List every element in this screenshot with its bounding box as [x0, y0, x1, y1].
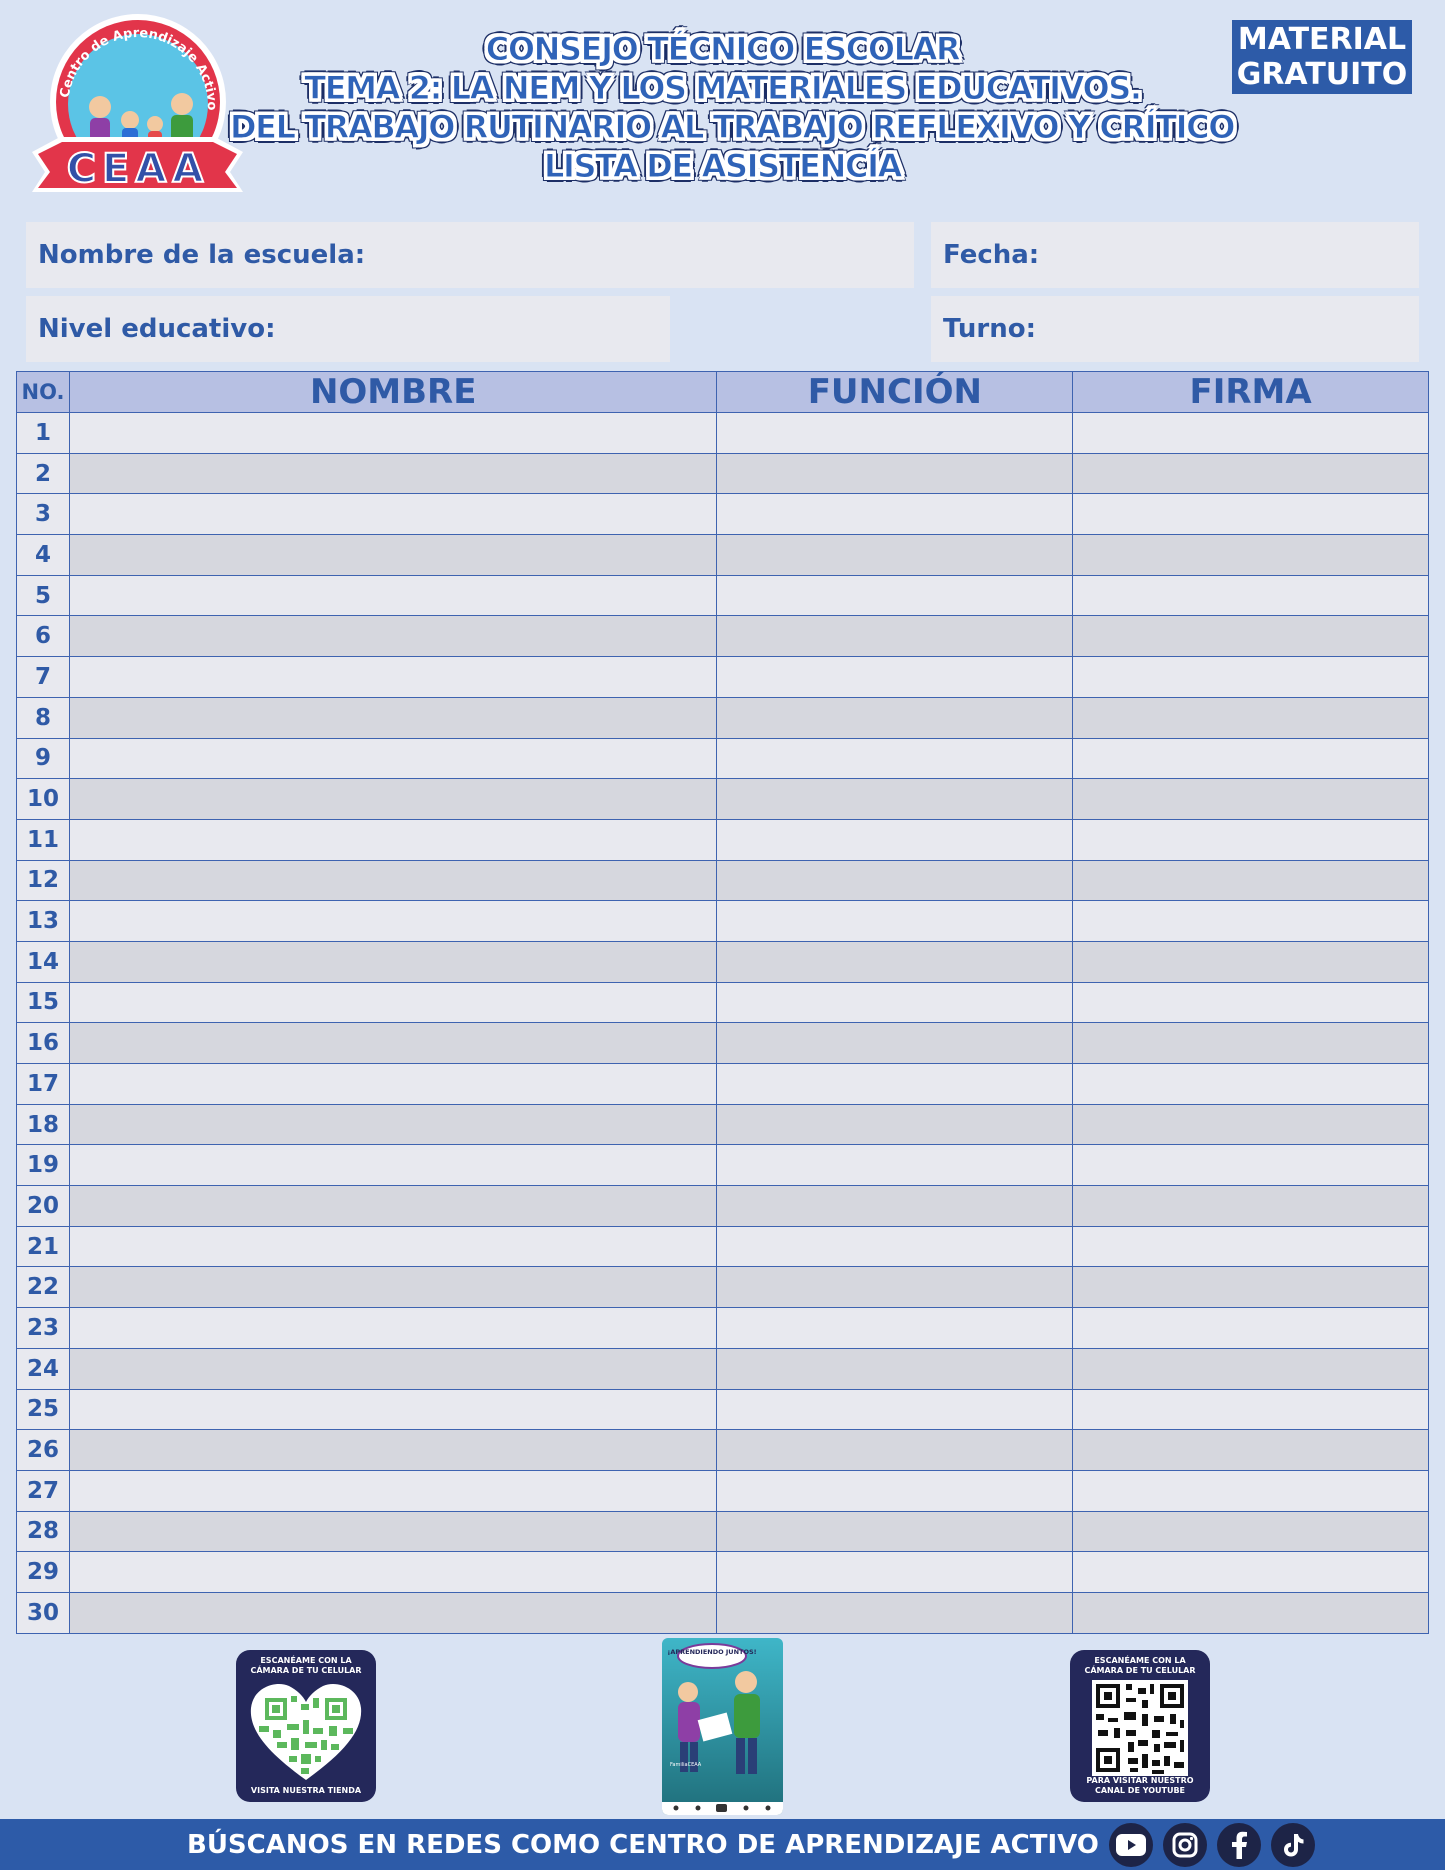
name-cell[interactable]: [69, 535, 716, 576]
table-row: [17, 1064, 1429, 1105]
school-name-label: Nombre de la escuela:: [38, 240, 366, 270]
role-cell[interactable]: [717, 1511, 1073, 1552]
ceaa-logo: [30, 12, 245, 197]
signature-cell[interactable]: [1073, 1267, 1429, 1308]
role-cell[interactable]: [717, 738, 1073, 779]
row-number: 30: [17, 1592, 70, 1633]
name-cell[interactable]: [69, 1226, 716, 1267]
table-row: [17, 616, 1429, 657]
title-line-3: DEL TRABAJO RUTINARIO AL TRABAJO REFLEXIVO Y CRÍTICO: [230, 108, 1235, 146]
role-cell[interactable]: [717, 1389, 1073, 1430]
title-line-4: LISTA DE ASISTENCÍA: [544, 147, 901, 185]
youtube-qr-card[interactable]: [1070, 1650, 1210, 1802]
table-row: [17, 575, 1429, 616]
signature-cell[interactable]: [1073, 860, 1429, 901]
education-level-field[interactable]: [26, 296, 670, 362]
row-number: 9: [17, 738, 70, 779]
role-cell[interactable]: [717, 1064, 1073, 1105]
signature-cell[interactable]: [1073, 1348, 1429, 1389]
table-row: [17, 1104, 1429, 1145]
role-cell[interactable]: [717, 697, 1073, 738]
table-row: [17, 860, 1429, 901]
name-cell[interactable]: [69, 1267, 716, 1308]
name-cell[interactable]: [69, 575, 716, 616]
tiktok-icon[interactable]: [1271, 1823, 1315, 1867]
row-number: 2: [17, 453, 70, 494]
signature-cell[interactable]: [1073, 982, 1429, 1023]
role-cell[interactable]: [717, 1552, 1073, 1593]
table-row: [17, 1511, 1429, 1552]
signature-cell[interactable]: [1073, 494, 1429, 535]
phone-screen-icon: [662, 1638, 783, 1815]
education-level-label: Nivel educativo:: [38, 314, 276, 344]
signature-cell[interactable]: [1073, 1186, 1429, 1227]
row-number: 13: [17, 901, 70, 942]
row-number: 15: [17, 982, 70, 1023]
role-cell[interactable]: [717, 779, 1073, 820]
phone-handle-text: FamiliaCEAA: [670, 1762, 702, 1768]
table-row: [17, 1267, 1429, 1308]
signature-cell[interactable]: [1073, 1023, 1429, 1064]
role-cell[interactable]: [717, 1145, 1073, 1186]
signature-cell[interactable]: [1073, 1389, 1429, 1430]
table-row: [17, 535, 1429, 576]
role-cell[interactable]: [717, 901, 1073, 942]
role-cell[interactable]: [717, 1023, 1073, 1064]
qr-code-icon: [1092, 1680, 1188, 1776]
row-number: 18: [17, 1104, 70, 1145]
signature-cell[interactable]: [1073, 657, 1429, 698]
role-cell[interactable]: [717, 860, 1073, 901]
signature-cell[interactable]: [1073, 1145, 1429, 1186]
row-number: 16: [17, 1023, 70, 1064]
shift-field[interactable]: [931, 296, 1419, 362]
row-number: 24: [17, 1348, 70, 1389]
shift-label: Turno:: [943, 314, 1036, 344]
name-cell[interactable]: [69, 1430, 716, 1471]
row-number: 19: [17, 1145, 70, 1186]
name-cell[interactable]: [69, 1511, 716, 1552]
store-qr-card[interactable]: [236, 1650, 376, 1802]
signature-cell[interactable]: [1073, 1592, 1429, 1633]
title-line-1: CONSEJO TÉCNICO ESCOLAR: [485, 30, 960, 68]
row-number: 14: [17, 941, 70, 982]
table-row: [17, 819, 1429, 860]
signature-cell[interactable]: [1073, 413, 1429, 454]
role-cell[interactable]: [717, 575, 1073, 616]
signature-cell[interactable]: [1073, 697, 1429, 738]
name-cell[interactable]: [69, 1470, 716, 1511]
role-cell[interactable]: [717, 941, 1073, 982]
badge-line-2: GRATUITO: [1236, 57, 1408, 92]
role-cell[interactable]: [717, 1104, 1073, 1145]
role-cell[interactable]: [717, 1430, 1073, 1471]
logo-arc-text: Centro de Aprendizaje Activo: [57, 25, 220, 111]
youtube-icon[interactable]: [1109, 1823, 1153, 1867]
name-cell[interactable]: [69, 1023, 716, 1064]
row-number: 21: [17, 1226, 70, 1267]
name-cell[interactable]: [69, 1592, 716, 1633]
row-number: 20: [17, 1186, 70, 1227]
date-field[interactable]: [931, 222, 1419, 288]
row-number: 10: [17, 779, 70, 820]
table-row: [17, 738, 1429, 779]
signature-cell[interactable]: [1073, 901, 1429, 942]
role-cell[interactable]: [717, 1592, 1073, 1633]
header-name: NOMBRE: [69, 372, 716, 413]
name-cell[interactable]: [69, 982, 716, 1023]
table-row: [17, 1592, 1429, 1633]
store-qr-bottom-text: VISITA NUESTRA TIENDA: [250, 1786, 362, 1795]
name-cell[interactable]: [69, 697, 716, 738]
name-cell[interactable]: [69, 1145, 716, 1186]
signature-cell[interactable]: [1073, 1552, 1429, 1593]
role-cell[interactable]: [717, 1348, 1073, 1389]
row-number: 6: [17, 616, 70, 657]
table-row: [17, 1430, 1429, 1471]
school-name-field[interactable]: [26, 222, 914, 288]
phone-screen-card[interactable]: [662, 1638, 783, 1815]
signature-cell[interactable]: [1073, 535, 1429, 576]
name-cell[interactable]: [69, 616, 716, 657]
row-number: 23: [17, 1308, 70, 1349]
table-row: [17, 779, 1429, 820]
instagram-icon[interactable]: [1163, 1823, 1207, 1867]
row-number: 17: [17, 1064, 70, 1105]
row-number: 29: [17, 1552, 70, 1593]
signature-cell[interactable]: [1073, 1308, 1429, 1349]
signature-cell[interactable]: [1073, 1226, 1429, 1267]
role-cell[interactable]: [717, 1470, 1073, 1511]
role-cell[interactable]: [717, 1186, 1073, 1227]
role-cell[interactable]: [717, 1308, 1073, 1349]
title-line-2: TEMA 2: LA NEM Y LOS MATERIALES EDUCATIVOS.: [304, 69, 1141, 107]
role-cell[interactable]: [717, 1267, 1073, 1308]
row-number: 1: [17, 413, 70, 454]
role-cell[interactable]: [717, 657, 1073, 698]
role-cell[interactable]: [717, 1226, 1073, 1267]
name-cell[interactable]: [69, 1308, 716, 1349]
row-number: 26: [17, 1430, 70, 1471]
role-cell[interactable]: [717, 982, 1073, 1023]
name-cell[interactable]: [69, 1186, 716, 1227]
logo-banner-text: CEAA: [66, 146, 210, 192]
date-label: Fecha:: [943, 240, 1040, 270]
youtube-qr-top-text: ESCANÉAME CON LA CÁMARA DE TU CELULAR: [1084, 1656, 1196, 1675]
name-cell[interactable]: [69, 453, 716, 494]
signature-cell[interactable]: [1073, 1430, 1429, 1471]
role-cell[interactable]: [717, 616, 1073, 657]
row-number: 22: [17, 1267, 70, 1308]
row-number: 25: [17, 1389, 70, 1430]
row-number: 8: [17, 697, 70, 738]
header-signature: FIRMA: [1073, 372, 1429, 413]
social-bar-text: BÚSCANOS EN REDES COMO CENTRO DE APRENDIZAJE ACTIVO: [187, 1829, 1099, 1860]
table-row: [17, 1389, 1429, 1430]
name-cell[interactable]: [69, 941, 716, 982]
table-row: [17, 697, 1429, 738]
signature-cell[interactable]: [1073, 1511, 1429, 1552]
row-number: 3: [17, 494, 70, 535]
page-title: [230, 30, 1235, 186]
signature-cell[interactable]: [1073, 616, 1429, 657]
signature-cell[interactable]: [1073, 1064, 1429, 1105]
youtube-qr-bottom-text: PARA VISITAR NUESTRO CANAL DE YOUTUBE: [1086, 1776, 1194, 1795]
row-number: 12: [17, 860, 70, 901]
name-cell[interactable]: [69, 901, 716, 942]
signature-cell[interactable]: [1073, 738, 1429, 779]
table-row: [17, 982, 1429, 1023]
ceaa-logo-icon: [30, 12, 245, 197]
row-number: 5: [17, 575, 70, 616]
signature-cell[interactable]: [1073, 819, 1429, 860]
table-row: [17, 1470, 1429, 1511]
badge-line-1: MATERIAL: [1237, 22, 1407, 57]
role-cell[interactable]: [717, 535, 1073, 576]
row-number: 11: [17, 819, 70, 860]
signature-cell[interactable]: [1073, 453, 1429, 494]
social-bar: [0, 1819, 1445, 1870]
table-header-row: [17, 372, 1429, 413]
attendance-table: [16, 371, 1429, 1634]
row-number: 7: [17, 657, 70, 698]
signature-cell[interactable]: [1073, 941, 1429, 982]
name-cell[interactable]: [69, 1104, 716, 1145]
name-cell[interactable]: [69, 1348, 716, 1389]
signature-cell[interactable]: [1073, 1104, 1429, 1145]
table-row: [17, 901, 1429, 942]
name-cell[interactable]: [69, 1064, 716, 1105]
table-row: [17, 1308, 1429, 1349]
role-cell[interactable]: [717, 453, 1073, 494]
table-row: [17, 1023, 1429, 1064]
free-material-badge: [1232, 20, 1412, 94]
name-cell[interactable]: [69, 779, 716, 820]
table-row: [17, 1226, 1429, 1267]
role-cell[interactable]: [717, 413, 1073, 454]
phone-bubble-text: ¡APRENDIENDO JUNTOS!: [667, 1648, 757, 1656]
name-cell[interactable]: [69, 494, 716, 535]
name-cell[interactable]: [69, 1389, 716, 1430]
table-row: [17, 413, 1429, 454]
role-cell[interactable]: [717, 494, 1073, 535]
table-row: [17, 1552, 1429, 1593]
name-cell[interactable]: [69, 738, 716, 779]
header-no: NO.: [17, 372, 70, 413]
row-number: 27: [17, 1470, 70, 1511]
heart-qr-icon: [247, 1680, 365, 1784]
social-icons: [1109, 1823, 1315, 1867]
signature-cell[interactable]: [1073, 575, 1429, 616]
row-number: 28: [17, 1511, 70, 1552]
table-row: [17, 657, 1429, 698]
name-cell[interactable]: [69, 860, 716, 901]
store-qr-top-text: ESCANÉAME CON LA CÁMARA DE TU CELULAR: [250, 1656, 362, 1675]
table-row: [17, 1145, 1429, 1186]
facebook-icon[interactable]: [1217, 1823, 1261, 1867]
name-cell[interactable]: [69, 413, 716, 454]
name-cell[interactable]: [69, 1552, 716, 1593]
name-cell[interactable]: [69, 657, 716, 698]
table-row: [17, 494, 1429, 535]
table-row: [17, 941, 1429, 982]
signature-cell[interactable]: [1073, 1470, 1429, 1511]
row-number: 4: [17, 535, 70, 576]
table-row: [17, 1186, 1429, 1227]
signature-cell[interactable]: [1073, 779, 1429, 820]
header-role: FUNCIÓN: [717, 372, 1073, 413]
role-cell[interactable]: [717, 819, 1073, 860]
name-cell[interactable]: [69, 819, 716, 860]
table-row: [17, 1348, 1429, 1389]
table-row: [17, 453, 1429, 494]
